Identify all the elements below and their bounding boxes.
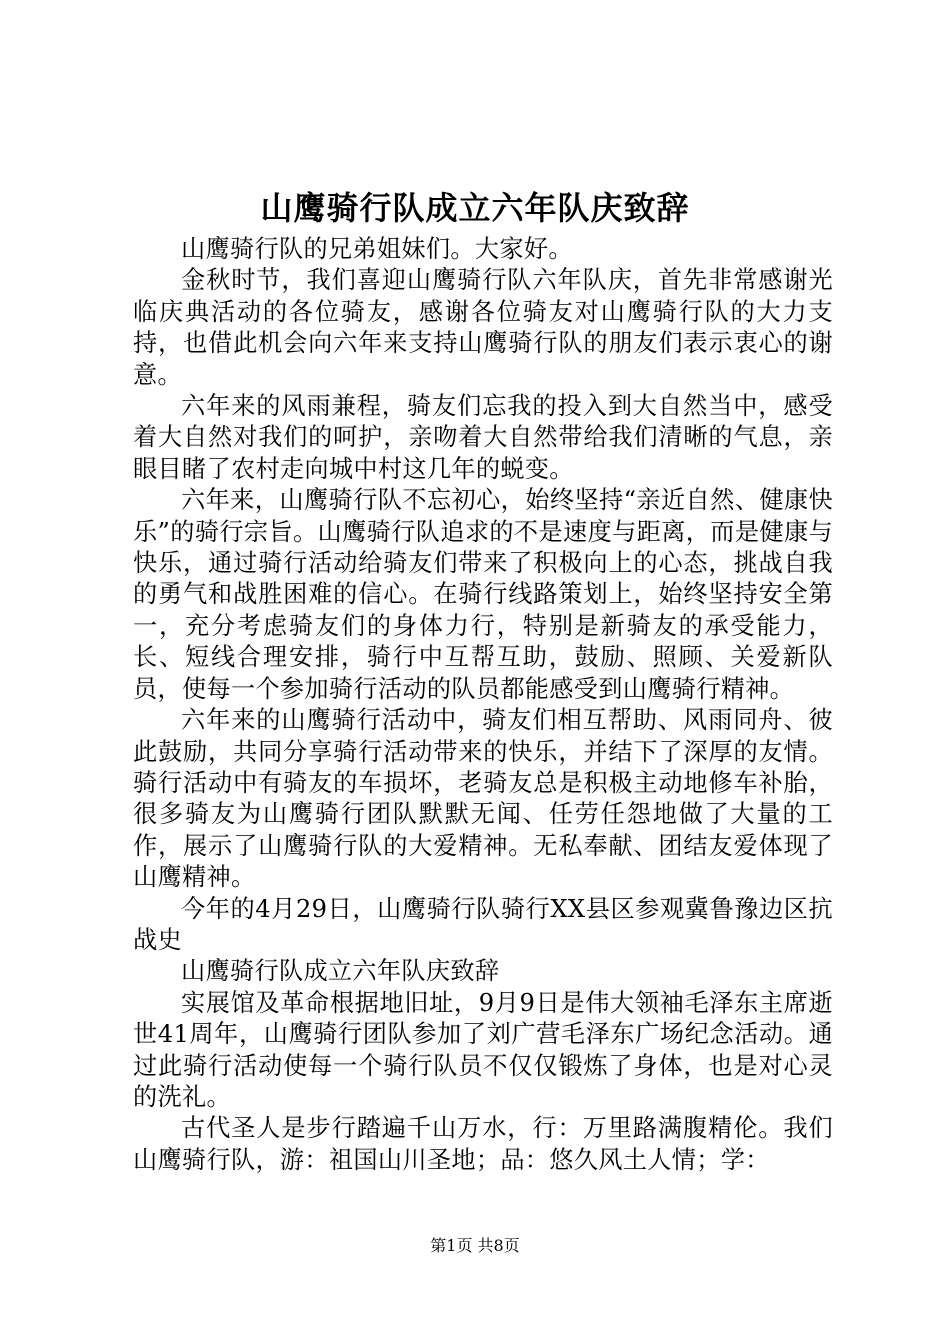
paragraph-thanks: 金秋时节，我们喜迎山鹰骑行队六年队庆，首先非常感谢光临庆典活动的各位骑友，感谢各位骑友对山鹰骑行队的大力支持，也借此机会向六年来支持山鹰骑行队的朋友们表示衷心的谢意。 [133, 266, 833, 389]
paragraph-ancient-sages: 古代圣人是步行踏遍千山万水，行：万里路满腹精伦。我们山鹰骑行队，游：祖国山川圣地；品：悠久风土人情；学： [133, 1114, 833, 1174]
paragraph-mission: 六年来，山鹰骑行队不忘初心，始终坚持“亲近自然、健康快乐”的骑行宗旨。山鹰骑行队追求的不是速度与距离，而是健康与快乐，通过骑行活动给骑友们带来了积极向上的心态，挑战自我的勇气和战胜困难的信心。在骑行线路策划上，始终坚持安全第一，充分考虑骑友们的身体力行，特别是新骑友的承受能力，长、短线合理安排，骑行中互帮互助，鼓励、照顾、关爱新队员，使每一个参加骑行活动的队员都能感受到山鹰骑行精神。 [133, 486, 833, 703]
page-number-footer: 第1页 共8页 [430, 1236, 520, 1255]
document-body [133, 234, 833, 1176]
paragraph-memorial: 实展馆及革命根据地旧址，9月9日是伟大领袖毛泽东主席逝世41周年，山鹰骑行团队参加了刘广营毛泽东广场纪念活动。通过此骑行活动使每一个骑行队员不仅仅锻炼了身体，也是对心灵的洗礼。 [133, 988, 833, 1111]
document-title: 山鹰骑行队成立六年队庆致辞 [260, 189, 690, 227]
paragraph-repeated-title: 山鹰骑行队成立六年队庆致辞 [181, 957, 500, 986]
paragraph-journey: 六年来的风雨兼程，骑友们忘我的投入到大自然当中，感受着大自然对我们的呵护，亲吻着大自然带给我们清晰的气息，亲眼目睹了农村走向城中村这几年的蜕变。 [133, 392, 833, 483]
paragraph-greeting: 山鹰骑行队的兄弟姐妹们。大家好。 [181, 235, 573, 263]
paragraph-friendship: 六年来的山鹰骑行活动中，骑友们相互帮助、风雨同舟、彼此鼓励，共同分享骑行活动带来的快乐，并结下了深厚的友情。骑行活动中有骑友的车损坏，老骑友总是积极主动地修车补胎，很多骑友为山鹰骑行团队默默无闻、任劳任怨地做了大量的工作，展示了山鹰骑行队的大爱精神。无私奉献、团结友爱体现了山鹰精神。 [133, 706, 833, 892]
paragraph-april-ride: 今年的4月29日，山鹰骑行队骑行XX县区参观冀鲁豫边区抗战史 [133, 894, 833, 954]
